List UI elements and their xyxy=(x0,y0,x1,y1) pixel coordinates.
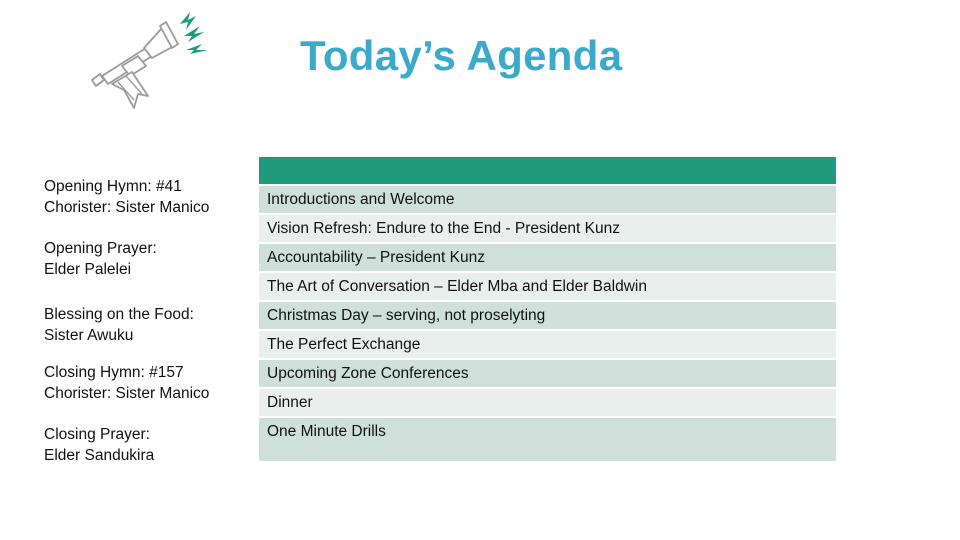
program-item-label: Closing Hymn: #157 xyxy=(44,364,184,381)
page-title: Today’s Agenda xyxy=(300,32,623,79)
program-item-person: Chorister: Sister Manico xyxy=(44,385,210,402)
program-item-person: Chorister: Sister Manico xyxy=(44,199,210,216)
program-item-closing-prayer xyxy=(44,424,254,466)
table-row: Christmas Day – serving, not proselyting xyxy=(259,302,836,331)
program-item-person: Sister Awuku xyxy=(44,327,134,344)
table-row: Introductions and Welcome xyxy=(259,186,836,215)
table-row: Vision Refresh: Endure to the End - President Kunz xyxy=(259,215,836,244)
trumpet-icon xyxy=(82,4,222,116)
agenda-table xyxy=(259,157,836,461)
table-row: The Perfect Exchange xyxy=(259,331,836,360)
program-item-person: Elder Sandukira xyxy=(44,447,155,464)
program-item-closing-hymn xyxy=(44,362,254,404)
table-row: Accountability – President Kunz xyxy=(259,244,836,273)
program-item-opening-prayer xyxy=(44,238,254,280)
program-item-label: Blessing on the Food: xyxy=(44,306,194,323)
program-item-person: Elder Palelei xyxy=(44,261,132,278)
table-row: The Art of Conversation – Elder Mba and Elder Baldwin xyxy=(259,273,836,302)
table-row: Dinner xyxy=(259,389,836,418)
program-item-label: Opening Prayer: xyxy=(44,240,157,257)
table-row: Upcoming Zone Conferences xyxy=(259,360,836,389)
program-item-blessing xyxy=(44,304,254,346)
program-item-label: Closing Prayer: xyxy=(44,426,150,443)
program-item-opening-hymn xyxy=(44,176,254,218)
program-item-label: Opening Hymn: #41 xyxy=(44,178,182,195)
table-row: One Minute Drills xyxy=(259,418,836,461)
agenda-table-header xyxy=(259,157,836,186)
